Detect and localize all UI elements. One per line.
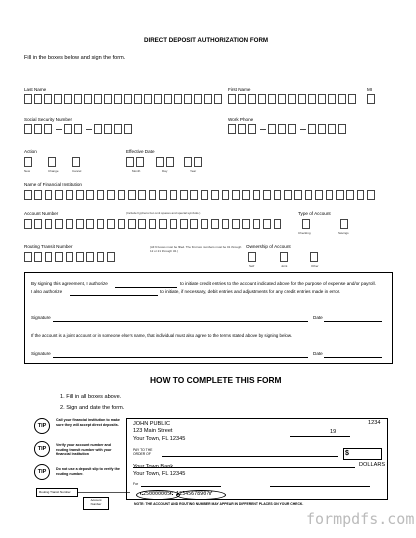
date-part-label: Day — [162, 169, 168, 173]
agreement-line-2b: to initiate, if necessary, debit entries and adjustments for any credit entries made in error. — [160, 289, 341, 294]
phone-box[interactable] — [268, 124, 276, 134]
last-name-box[interactable] — [154, 94, 162, 104]
account-number-box[interactable] — [170, 219, 178, 229]
form-instruction: Fill in the boxes below and sign the form. — [24, 55, 126, 61]
institution-box[interactable] — [66, 190, 74, 200]
last-name-box[interactable] — [144, 94, 152, 104]
phone-box[interactable] — [228, 124, 236, 134]
action-option-box[interactable] — [48, 157, 56, 167]
routing-box[interactable] — [86, 252, 94, 262]
mi-input-box[interactable] — [367, 94, 375, 104]
institution-label: Name of Financial Institution — [24, 182, 82, 187]
institution-box[interactable] — [128, 190, 136, 200]
last-name-box[interactable] — [174, 94, 182, 104]
institution-box[interactable] — [149, 190, 157, 200]
ssn-box[interactable] — [94, 124, 102, 134]
last-name-box[interactable] — [84, 94, 92, 104]
last-name-box[interactable] — [74, 94, 82, 104]
account-type-label: Checking — [298, 231, 311, 235]
tip-badge-1: TIP — [34, 418, 50, 434]
institution-box[interactable] — [211, 190, 219, 200]
check-bank-name: Your Town Bank — [133, 464, 174, 470]
account-number-box[interactable] — [263, 219, 271, 229]
institution-box[interactable] — [263, 190, 271, 200]
action-label: Action — [24, 149, 37, 154]
check-dollars: DOLLARS — [359, 462, 386, 468]
last-name-box[interactable] — [54, 94, 62, 104]
check-for-label: For — [133, 482, 139, 486]
signature-line-1[interactable] — [53, 321, 308, 322]
last-name-box[interactable] — [164, 94, 172, 104]
effective-date-box[interactable] — [136, 157, 144, 167]
tip-badge-2: TIP — [34, 441, 50, 457]
ssn-box[interactable] — [104, 124, 112, 134]
ssn-box[interactable] — [34, 124, 42, 134]
last-name-box[interactable] — [94, 94, 102, 104]
institution-box[interactable] — [24, 190, 32, 200]
routing-box[interactable] — [97, 252, 105, 262]
date-line-2[interactable] — [324, 357, 382, 358]
account-number-box[interactable] — [274, 219, 282, 229]
effective-date-box[interactable] — [126, 157, 134, 167]
mi-label: MI — [367, 87, 373, 92]
check-signature-line[interactable] — [270, 486, 370, 487]
last-name-box[interactable] — [104, 94, 112, 104]
first-name-box[interactable] — [268, 94, 276, 104]
account-number-box[interactable] — [55, 219, 63, 229]
ownership-option-label: Other — [311, 264, 319, 268]
phone-box[interactable] — [338, 124, 346, 134]
authorize-blank-1[interactable] — [115, 287, 177, 288]
ssn-label: Social Security Number — [24, 117, 72, 122]
date-line-1[interactable] — [324, 321, 382, 322]
routing-box[interactable] — [66, 252, 74, 262]
account-number-box[interactable] — [159, 219, 167, 229]
last-name-box[interactable] — [64, 94, 72, 104]
howto-step-1: 1. Fill in all boxes above. — [60, 394, 122, 400]
howto-title: HOW TO COMPLETE THIS FORM — [150, 375, 282, 385]
account-number-box[interactable] — [211, 219, 219, 229]
last-name-box[interactable] — [204, 94, 212, 104]
signature-label-2: Signature — [31, 351, 51, 356]
ssn-box[interactable] — [64, 124, 72, 134]
phone-box[interactable] — [308, 124, 316, 134]
institution-box[interactable] — [118, 190, 126, 200]
check-date-line[interactable] — [290, 436, 350, 437]
institution-box[interactable] — [180, 190, 188, 200]
account-number-box[interactable] — [34, 219, 42, 229]
account-number-box[interactable] — [149, 219, 157, 229]
tip-text-3: Do not use a deposit slip to verify the routing number. — [56, 467, 120, 476]
account-number-box[interactable] — [180, 219, 188, 229]
account-number-box[interactable] — [190, 219, 198, 229]
date-part-label: Year — [190, 169, 197, 173]
authorize-blank-2[interactable] — [70, 295, 158, 296]
account-number-box[interactable] — [107, 219, 115, 229]
account-number-box[interactable] — [86, 219, 94, 229]
tip-badge-3: TIP — [34, 464, 50, 480]
ownership-box[interactable] — [248, 252, 256, 262]
check-payee-line[interactable] — [162, 456, 338, 457]
check-payer-street: 123 Main Street — [133, 428, 173, 434]
phone-box[interactable] — [328, 124, 336, 134]
phone-box[interactable] — [238, 124, 246, 134]
ssn-box[interactable] — [24, 124, 32, 134]
routing-note: (All 9 boxes must be filled. The first two numbers must be 01 through 12 or 21 through 32.) — [150, 245, 242, 253]
last-name-box[interactable] — [214, 94, 222, 104]
last-name-box[interactable] — [24, 94, 32, 104]
account-number-box[interactable] — [253, 219, 261, 229]
account-type-box[interactable] — [302, 219, 310, 229]
ownership-label: Ownership of Account — [246, 244, 291, 249]
ownership-option-label: Joint — [281, 264, 288, 268]
ssn-box[interactable] — [44, 124, 52, 134]
tip-text-1: Call your financial institution to make sure they will accept direct deposits. — [56, 418, 120, 427]
date-part-label: Month — [132, 169, 141, 173]
last-name-box[interactable] — [134, 94, 142, 104]
account-number-label: Account Number — [24, 211, 59, 216]
account-number-box[interactable] — [45, 219, 53, 229]
routing-box[interactable] — [55, 252, 63, 262]
check-payer-city: Your Town, FL 12345 — [133, 436, 186, 442]
callout-connector — [78, 492, 130, 493]
action-option-box[interactable] — [24, 157, 32, 167]
first-name-box[interactable] — [278, 94, 286, 104]
institution-box[interactable] — [305, 190, 313, 200]
first-name-box[interactable] — [318, 94, 326, 104]
last-name-label: Last Name — [24, 87, 47, 92]
institution-box[interactable] — [367, 190, 375, 200]
first-name-box[interactable] — [298, 94, 306, 104]
institution-box[interactable] — [107, 190, 115, 200]
check-micr-line: ⑆250000005⑆ 1234567890?⑈ — [140, 491, 213, 497]
phone-box[interactable] — [288, 124, 296, 134]
check-year: 19 — [330, 429, 337, 435]
watermark: formpdfs.com — [306, 510, 415, 528]
institution-box[interactable] — [45, 190, 53, 200]
account-number-box[interactable] — [232, 219, 240, 229]
separator-dash — [260, 129, 266, 130]
routing-box[interactable] — [107, 252, 115, 262]
ownership-option-label: Self — [249, 264, 255, 268]
last-name-box[interactable] — [184, 94, 192, 104]
last-name-box[interactable] — [44, 94, 52, 104]
routing-label: Routing Transit Number — [24, 244, 73, 249]
ownership-box[interactable] — [280, 252, 288, 262]
agreement-line-1b: to initiate credit entries to the account indicated above for the purpose of expense and/or payroll. — [180, 281, 376, 286]
phone-box[interactable] — [278, 124, 286, 134]
institution-box[interactable] — [274, 190, 282, 200]
account-number-box[interactable] — [24, 219, 32, 229]
work-phone-label: Work Phone — [228, 117, 254, 122]
routing-box[interactable] — [76, 252, 84, 262]
institution-box[interactable] — [86, 190, 94, 200]
date-label-2: Date — [313, 351, 323, 356]
first-name-box[interactable] — [238, 94, 246, 104]
account-number-box[interactable] — [138, 219, 146, 229]
howto-step-2: 2. Sign and date the form. — [60, 405, 125, 411]
institution-box[interactable] — [346, 190, 354, 200]
institution-box[interactable] — [315, 190, 323, 200]
institution-box[interactable] — [97, 190, 105, 200]
first-name-box[interactable] — [308, 94, 316, 104]
check-number: 1234 — [368, 420, 381, 426]
institution-box[interactable] — [242, 190, 250, 200]
first-name-box[interactable] — [248, 94, 256, 104]
check-bank-city: Your Town, FL 12345 — [133, 471, 186, 477]
first-name-box[interactable] — [328, 94, 336, 104]
check-pay-to: PAY TO THE ORDER OF — [133, 448, 153, 457]
ownership-box[interactable] — [310, 252, 318, 262]
last-name-box[interactable] — [114, 94, 122, 104]
account-number-box[interactable] — [118, 219, 126, 229]
signature-label-1: Signature — [31, 315, 51, 320]
first-name-box[interactable] — [338, 94, 346, 104]
type-of-account-label: Type of Account — [298, 211, 331, 216]
effective-date-box[interactable] — [156, 157, 164, 167]
account-number-box[interactable] — [242, 219, 250, 229]
account-number-box[interactable] — [222, 219, 230, 229]
signature-line-2[interactable] — [53, 357, 308, 358]
effective-date-label: Effective Date — [126, 149, 155, 154]
agreement-line-1a: By signing this agreement, I authorize — [31, 281, 108, 286]
routing-callout-label: Routing Transit Number — [39, 490, 71, 494]
account-callout-label: Account Number — [90, 498, 102, 506]
action-option-label: Cancel — [72, 169, 82, 173]
separator-dash — [56, 129, 62, 130]
first-name-label: First Name — [228, 87, 251, 92]
institution-box[interactable] — [336, 190, 344, 200]
action-option-label: Change — [48, 169, 59, 173]
account-type-label: Savings — [338, 231, 349, 235]
separator-dash — [300, 129, 306, 130]
check-dollar-sign: $ — [345, 450, 349, 457]
account-number-box[interactable] — [128, 219, 136, 229]
effective-date-box[interactable] — [184, 157, 192, 167]
phone-box[interactable] — [318, 124, 326, 134]
last-name-box[interactable] — [194, 94, 202, 104]
institution-box[interactable] — [170, 190, 178, 200]
account-number-note: (Include hyphens but omit spaces and special symbols.) — [126, 211, 201, 215]
first-name-box[interactable] — [348, 94, 356, 104]
account-number-box[interactable] — [97, 219, 105, 229]
institution-box[interactable] — [201, 190, 209, 200]
phone-box[interactable] — [248, 124, 256, 134]
account-number-box[interactable] — [66, 219, 74, 229]
institution-box[interactable] — [222, 190, 230, 200]
effective-date-box[interactable] — [166, 157, 174, 167]
account-number-box[interactable] — [201, 219, 209, 229]
date-label-1: Date — [313, 315, 323, 320]
first-name-box[interactable] — [228, 94, 236, 104]
routing-box[interactable] — [45, 252, 53, 262]
action-option-box[interactable] — [72, 157, 80, 167]
institution-box[interactable] — [159, 190, 167, 200]
action-option-label: New — [24, 169, 31, 173]
first-name-box[interactable] — [258, 94, 266, 104]
ssn-box[interactable] — [124, 124, 132, 134]
tip-text-2: Verify your account number and routing transit number with your financial institution — [56, 443, 112, 457]
routing-box[interactable] — [24, 252, 32, 262]
institution-box[interactable] — [55, 190, 63, 200]
routing-box[interactable] — [34, 252, 42, 262]
separator-dash — [86, 129, 92, 130]
agreement-line-2a: I also authorize — [31, 289, 63, 294]
institution-box[interactable] — [138, 190, 146, 200]
institution-box[interactable] — [284, 190, 292, 200]
first-name-box[interactable] — [288, 94, 296, 104]
check-payer-name: JOHN PUBLIC — [133, 421, 170, 427]
institution-box[interactable] — [232, 190, 240, 200]
institution-box[interactable] — [253, 190, 261, 200]
joint-account-note: If the account is a joint account or in someone else's name, that individual must also agree to the terms stated above by signing below. — [31, 333, 293, 338]
institution-box[interactable] — [326, 190, 334, 200]
institution-box[interactable] — [294, 190, 302, 200]
check-note: NOTE: THE ACCOUNT AND ROUTING NUMBER MAY APPEAR IN DIFFERENT PLACES ON YOUR CHECK. — [134, 502, 304, 506]
check-memo-line[interactable] — [141, 486, 221, 487]
institution-box[interactable] — [190, 190, 198, 200]
ssn-box[interactable] — [114, 124, 122, 134]
institution-box[interactable] — [357, 190, 365, 200]
institution-box[interactable] — [34, 190, 42, 200]
account-number-box[interactable] — [76, 219, 84, 229]
account-type-box[interactable] — [340, 219, 348, 229]
form-title: DIRECT DEPOSIT AUTHORIZATION FORM — [144, 37, 269, 44]
ssn-box[interactable] — [74, 124, 82, 134]
effective-date-box[interactable] — [194, 157, 202, 167]
last-name-box[interactable] — [34, 94, 42, 104]
institution-box[interactable] — [76, 190, 84, 200]
last-name-box[interactable] — [124, 94, 132, 104]
